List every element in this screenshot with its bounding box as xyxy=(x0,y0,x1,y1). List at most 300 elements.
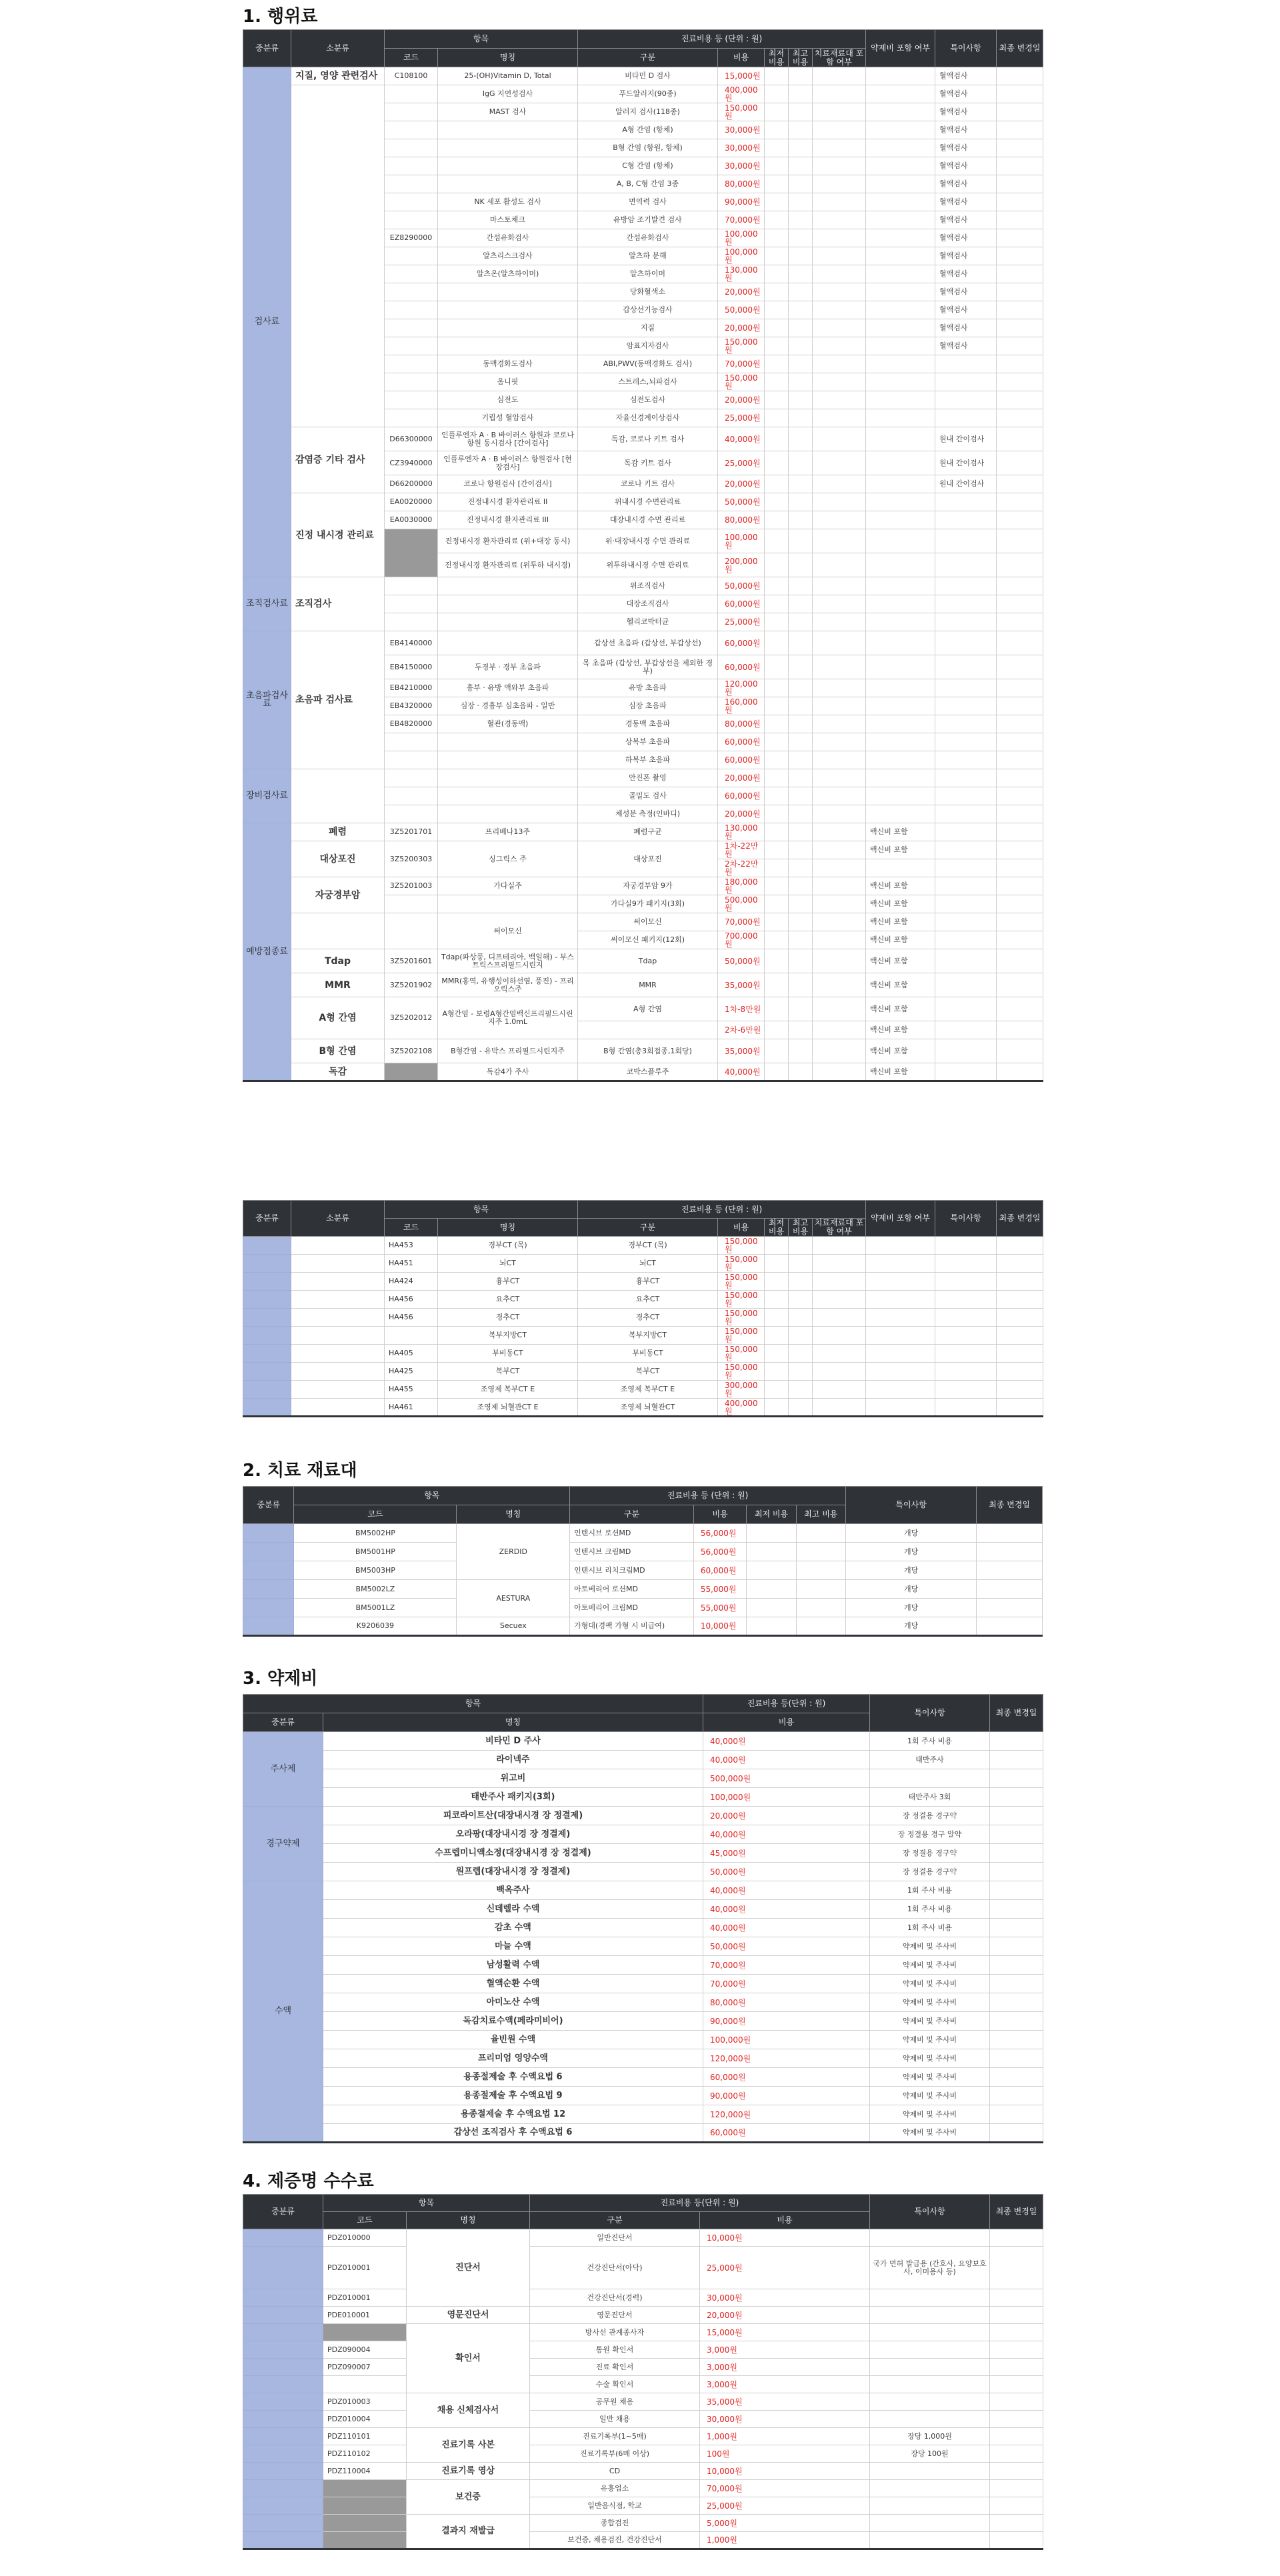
drug-cell xyxy=(866,679,935,697)
price-cell: 40,000원 xyxy=(703,1900,870,1919)
price-cell: 3,000원 xyxy=(700,2376,870,2393)
date-cell xyxy=(997,67,1043,85)
subcategory-cell xyxy=(291,913,385,949)
date-cell xyxy=(990,1732,1043,1751)
category-cell xyxy=(243,2341,323,2359)
date-cell xyxy=(997,193,1043,211)
code-cell: HA456 xyxy=(385,1291,438,1309)
table-row xyxy=(243,2376,1043,2393)
price-cell: 60,000원 xyxy=(718,631,765,655)
table-row xyxy=(243,1580,1043,1599)
div-cell: 아토베리어 크림MD xyxy=(570,1599,694,1617)
min-cell xyxy=(765,787,789,805)
div-cell: 복부지방CT xyxy=(578,1327,718,1345)
table-row xyxy=(243,1825,1043,1844)
drug-cell xyxy=(866,1291,935,1309)
mat-cell xyxy=(813,1021,866,1039)
drug-cell xyxy=(866,373,935,391)
note-cell: 원내 간이검사 xyxy=(935,475,997,493)
max-cell xyxy=(789,1063,813,1081)
max-cell xyxy=(789,319,813,337)
mat-cell xyxy=(813,997,866,1021)
div-cell: 일반음식점, 학교 xyxy=(530,2497,700,2515)
date-cell xyxy=(977,1599,1043,1617)
date-cell xyxy=(997,139,1043,157)
code-cell xyxy=(385,1063,438,1081)
div-cell: 헬리코박터균 xyxy=(578,613,718,631)
max-cell xyxy=(789,823,813,841)
note-cell xyxy=(870,2411,990,2428)
max-cell xyxy=(789,193,813,211)
price-cell: 55,000원 xyxy=(693,1580,747,1599)
min-cell xyxy=(747,1599,796,1617)
mat-cell xyxy=(813,493,866,511)
price-cell: 10,000원 xyxy=(700,2229,870,2247)
note-cell xyxy=(935,1363,997,1381)
drug-name-cell: 위고비 xyxy=(323,1769,703,1788)
div-cell: 인텐시브 로션MD xyxy=(570,1524,694,1543)
code-cell xyxy=(385,265,438,283)
date-cell xyxy=(997,613,1043,631)
max-cell xyxy=(789,157,813,175)
note-cell xyxy=(935,1381,997,1399)
drug-cell: 백신비 포함 xyxy=(866,973,935,997)
name-cell: 동맥경화도검사 xyxy=(438,355,578,373)
div-cell: 부비동CT xyxy=(578,1345,718,1363)
min-cell xyxy=(765,655,789,679)
note-cell xyxy=(935,1237,997,1255)
price-cell: 120,000원 xyxy=(718,679,765,697)
div-cell: 암표지자검사 xyxy=(578,337,718,355)
mat-cell xyxy=(813,337,866,355)
name-cell: 가다실주 xyxy=(438,877,578,895)
note-cell xyxy=(870,2376,990,2393)
div-cell: 간섬유화검사 xyxy=(578,229,718,247)
min-cell xyxy=(765,1063,789,1081)
date-cell xyxy=(997,973,1043,997)
drug-name-cell: 갑상선 조직검사 후 수액요법 6 xyxy=(323,2124,703,2143)
code-cell: 3Z5201701 xyxy=(385,823,438,841)
drug-cell xyxy=(866,427,935,451)
code-cell xyxy=(385,529,438,577)
date-cell xyxy=(990,1881,1043,1900)
note-cell: 개당 xyxy=(845,1617,976,1636)
price-cell: 100,000원 xyxy=(718,247,765,265)
code-cell xyxy=(385,121,438,139)
note-cell: 혈액검사 xyxy=(935,229,997,247)
note-cell xyxy=(935,1255,997,1273)
table-row xyxy=(243,769,1043,787)
code-cell xyxy=(385,577,438,595)
drug-cell xyxy=(866,475,935,493)
price-cell: 25,000원 xyxy=(718,451,765,475)
category-cell xyxy=(243,2463,323,2480)
div-cell: CD xyxy=(530,2463,700,2480)
table-row xyxy=(243,913,1043,931)
mat-cell xyxy=(813,1309,866,1327)
note-cell: 혈액검사 xyxy=(935,283,997,301)
price-cell: 10,000원 xyxy=(700,2463,870,2480)
header-min: 최저 비용 xyxy=(747,1505,796,1524)
note-cell: 약제비 및 주사비 xyxy=(870,1993,990,2012)
category-cell xyxy=(243,2359,323,2376)
header-date: 최종 변경일 xyxy=(990,2195,1043,2229)
name-cell xyxy=(438,337,578,355)
table-row xyxy=(243,2515,1043,2532)
max-cell xyxy=(789,553,813,577)
header-price: 비용 xyxy=(718,1219,765,1237)
note-cell xyxy=(935,655,997,679)
min-cell xyxy=(765,715,789,733)
table-row xyxy=(243,1399,1043,1417)
code-cell: HA453 xyxy=(385,1237,438,1255)
code-cell: PDZ090007 xyxy=(323,2359,407,2376)
brand-cell: AESTURA xyxy=(457,1580,570,1617)
note-cell: 장 정결용 경구 알약 xyxy=(870,1825,990,1844)
subcategory-cell xyxy=(291,769,385,823)
div-cell: 위내시경 수면관리료 xyxy=(578,493,718,511)
category-cell xyxy=(243,1561,294,1580)
brand-cell: ZERDID xyxy=(457,1524,570,1580)
name-cell: 심장 · 경흉부 심초음파 - 일반 xyxy=(438,697,578,715)
min-cell xyxy=(765,931,789,949)
date-cell xyxy=(990,1937,1043,1956)
date-cell xyxy=(997,121,1043,139)
max-cell xyxy=(789,67,813,85)
table-row xyxy=(243,1732,1043,1751)
note-cell xyxy=(935,631,997,655)
mat-cell xyxy=(813,1063,866,1081)
price-cell: 40,000원 xyxy=(718,427,765,451)
date-cell xyxy=(997,553,1043,577)
note-cell xyxy=(935,1327,997,1345)
date-cell xyxy=(990,2463,1043,2480)
header-item: 항목 xyxy=(323,2195,530,2212)
mat-cell xyxy=(813,391,866,409)
date-cell xyxy=(997,247,1043,265)
code-cell: BM5002HP xyxy=(294,1524,457,1543)
mat-cell xyxy=(813,121,866,139)
price-cell: 40,000원 xyxy=(718,1063,765,1081)
code-cell xyxy=(385,895,438,913)
note-cell: 약제비 및 주사비 xyxy=(870,2012,990,2031)
max-cell xyxy=(789,139,813,157)
date-cell xyxy=(997,355,1043,373)
fee-table xyxy=(243,29,1043,1082)
subcategory-cell: MMR xyxy=(291,973,385,997)
name-cell: 마스토체크 xyxy=(438,211,578,229)
code-cell xyxy=(385,805,438,823)
drug-cell xyxy=(866,391,935,409)
date-cell xyxy=(977,1561,1043,1580)
max-cell xyxy=(789,355,813,373)
div-cell: 스트레스,뇌파검사 xyxy=(578,373,718,391)
date-cell xyxy=(997,229,1043,247)
min-cell xyxy=(765,301,789,319)
drug-name-cell: 용종절제술 후 수액요법 6 xyxy=(323,2068,703,2087)
category-cell: 주사제 xyxy=(243,1732,323,1807)
table-row xyxy=(243,997,1043,1021)
code-cell xyxy=(385,337,438,355)
code-cell xyxy=(385,391,438,409)
table-row xyxy=(243,2463,1043,2480)
code-cell: EB4140000 xyxy=(385,631,438,655)
code-cell xyxy=(385,787,438,805)
name-cell xyxy=(438,787,578,805)
table-row xyxy=(243,2247,1043,2289)
code-cell xyxy=(323,2480,407,2497)
min-cell xyxy=(765,1327,789,1345)
date-cell xyxy=(997,1363,1043,1381)
drug-cell xyxy=(866,211,935,229)
price-cell: 60,000원 xyxy=(718,787,765,805)
table-row xyxy=(243,2031,1043,2049)
name-cell: 진정내시경 환자관리료 (위+대장 동시) xyxy=(438,529,578,553)
name-cell xyxy=(438,769,578,787)
header-cost: 진료비용 등 (단위 : 원) xyxy=(578,1201,866,1219)
code-cell xyxy=(385,769,438,787)
date-cell xyxy=(997,877,1043,895)
name-cell xyxy=(438,301,578,319)
min-cell xyxy=(765,823,789,841)
table-row xyxy=(243,1327,1043,1345)
mat-cell xyxy=(813,679,866,697)
date-cell xyxy=(997,301,1043,319)
name-cell xyxy=(438,283,578,301)
mat-cell xyxy=(813,877,866,895)
max-cell xyxy=(789,103,813,121)
header-code: 코드 xyxy=(385,1219,438,1237)
price-cell: 60,000원 xyxy=(718,655,765,679)
max-cell xyxy=(789,733,813,751)
subcategory-cell: 초음파 검사료 xyxy=(291,631,385,769)
div-cell: 요추CT xyxy=(578,1291,718,1309)
max-cell xyxy=(789,1309,813,1327)
category-cell xyxy=(243,1273,291,1291)
div-cell: 조영제 복부CT E xyxy=(578,1381,718,1399)
price-cell: 30,000원 xyxy=(718,121,765,139)
note-cell: 혈액검사 xyxy=(935,337,997,355)
price-cell: 150,000원 xyxy=(718,1273,765,1291)
header-max: 최고비용 xyxy=(789,1219,813,1237)
max-cell xyxy=(796,1617,845,1636)
max-cell xyxy=(789,1327,813,1345)
name-cell: 조영제 뇌혈관CT E xyxy=(438,1399,578,1417)
name-cell: Tdap(파상풍, 디프테리아, 백일해) - 부스트릭스프리필드시린지 xyxy=(438,949,578,973)
date-cell xyxy=(997,1063,1043,1081)
note-cell xyxy=(935,895,997,913)
name-cell: 혈관(경동맥) xyxy=(438,715,578,733)
date-cell xyxy=(997,859,1043,877)
date-cell xyxy=(990,2124,1043,2143)
div-cell: 당화혈색소 xyxy=(578,283,718,301)
category-cell xyxy=(243,1327,291,1345)
date-cell xyxy=(997,595,1043,613)
date-cell xyxy=(990,1751,1043,1769)
div-cell: 일반진단서 xyxy=(530,2229,700,2247)
date-cell xyxy=(990,1769,1043,1788)
min-cell xyxy=(765,175,789,193)
table-row xyxy=(243,1255,1043,1273)
code-cell xyxy=(385,355,438,373)
price-cell: 180,000원 xyxy=(718,877,765,895)
table-row xyxy=(243,1273,1043,1291)
note-cell: 혈액검사 xyxy=(935,301,997,319)
name-cell: MMR(홍역, 유행성이하선염, 풍진) - 프리오릭스주 xyxy=(438,973,578,997)
div-cell: 가다실9가 패키지(3회) xyxy=(578,895,718,913)
date-cell xyxy=(997,697,1043,715)
code-cell: HA456 xyxy=(385,1309,438,1327)
date-cell xyxy=(990,2393,1043,2411)
div-cell: 대장내시경 수면 관리료 xyxy=(578,511,718,529)
price-cell: 50,000원 xyxy=(718,301,765,319)
price-cell: 45,000원 xyxy=(703,1844,870,1863)
mat-cell xyxy=(813,1039,866,1063)
price-cell: 60,000원 xyxy=(718,733,765,751)
code-cell xyxy=(385,613,438,631)
note-cell: 혈액검사 xyxy=(935,211,997,229)
mat-cell xyxy=(813,1255,866,1273)
mat-cell xyxy=(813,85,866,103)
table-row xyxy=(243,1039,1043,1063)
max-cell xyxy=(789,1363,813,1381)
drug-cell xyxy=(866,121,935,139)
price-cell: 700,000원 xyxy=(718,931,765,949)
header-date: 최종 변경일 xyxy=(997,1201,1043,1237)
note-cell xyxy=(935,373,997,391)
date-cell xyxy=(997,175,1043,193)
date-cell xyxy=(990,2428,1043,2445)
header-note: 특이사항 xyxy=(935,1201,997,1237)
note-cell: 혈액검사 xyxy=(935,157,997,175)
div-cell: 갑상선 초음파 (갑상선, 부갑상선) xyxy=(578,631,718,655)
mat-cell xyxy=(813,475,866,493)
note-cell xyxy=(935,931,997,949)
mat-cell xyxy=(813,613,866,631)
table-row xyxy=(243,1345,1043,1363)
note-cell xyxy=(935,859,997,877)
subcategory-cell: B형 간염 xyxy=(291,1039,385,1063)
price-cell: 100,000원 xyxy=(703,2031,870,2049)
drug-cell xyxy=(866,529,935,553)
max-cell xyxy=(789,655,813,679)
price-cell: 120,000원 xyxy=(703,2049,870,2068)
price-cell: 70,000원 xyxy=(703,1956,870,1975)
note-cell: 약제비 및 주사비 xyxy=(870,2087,990,2105)
min-cell xyxy=(765,529,789,553)
min-cell xyxy=(765,697,789,715)
date-cell xyxy=(997,85,1043,103)
code-cell: BM5003HP xyxy=(294,1561,457,1580)
drug-cell xyxy=(866,655,935,679)
div-cell: 보건증, 채용검진, 건강진단서 xyxy=(530,2532,700,2549)
div-cell: 경부CT (목) xyxy=(578,1237,718,1255)
note-cell xyxy=(935,391,997,409)
code-cell: EB4210000 xyxy=(385,679,438,697)
price-cell: 150,000원 xyxy=(718,1291,765,1309)
drug-cell xyxy=(866,193,935,211)
date-cell xyxy=(997,733,1043,751)
name-cell: 코로나 항원검사 [간이검사] xyxy=(438,475,578,493)
date-cell xyxy=(997,1255,1043,1273)
div-cell: 목 초음파 (갑상선, 부갑상선을 제외한 경부) xyxy=(578,655,718,679)
div-cell: 통원 확인서 xyxy=(530,2341,700,2359)
div-cell: 가형대(경팩 가형 시 비급여) xyxy=(570,1617,694,1636)
header-name: 명칭 xyxy=(457,1505,570,1524)
note-cell xyxy=(870,2393,990,2411)
note-cell: 태반주사 xyxy=(870,1751,990,1769)
mat-cell xyxy=(813,733,866,751)
table-row xyxy=(243,1863,1043,1881)
min-cell xyxy=(765,67,789,85)
note-cell: 혈액검사 xyxy=(935,121,997,139)
date-cell xyxy=(997,427,1043,451)
div-cell: ABI,PWV(동맥경화도 검사) xyxy=(578,355,718,373)
price-cell: 1,000원 xyxy=(700,2532,870,2549)
mat-cell xyxy=(813,553,866,577)
drug-cell: 백신비 포함 xyxy=(866,913,935,931)
note-cell xyxy=(870,2229,990,2247)
note-cell xyxy=(935,841,997,859)
note-cell: 혈액검사 xyxy=(935,139,997,157)
div-cell: 골밀도 검사 xyxy=(578,787,718,805)
div-cell: 알츠하 분해 xyxy=(578,247,718,265)
name-cell xyxy=(438,577,578,595)
div-cell: 위·대장내시경 수면 관리료 xyxy=(578,529,718,553)
drug-name-cell: 프리미엄 영양수액 xyxy=(323,2049,703,2068)
price-cell: 30,000원 xyxy=(700,2411,870,2428)
header-price: 비용 xyxy=(693,1505,747,1524)
category-cell xyxy=(243,2247,323,2289)
note-cell xyxy=(935,553,997,577)
section-title-drugs: 3. 약제비 xyxy=(243,1669,318,1689)
note-cell xyxy=(935,1309,997,1327)
table-row xyxy=(243,2393,1043,2411)
price-cell: 56,000원 xyxy=(693,1543,747,1561)
price-cell: 150,000원 xyxy=(718,337,765,355)
drug-cell xyxy=(866,1273,935,1291)
div-cell: 아토베리어 로션MD xyxy=(570,1580,694,1599)
table-row xyxy=(243,2480,1043,2497)
drug-cell: 백신비 포함 xyxy=(866,1063,935,1081)
price-cell: 60,000원 xyxy=(703,2068,870,2087)
header-group: 중분류 xyxy=(243,1201,291,1237)
note-cell: 약제비 및 주사비 xyxy=(870,1937,990,1956)
mat-cell xyxy=(813,139,866,157)
note-cell xyxy=(935,913,997,931)
category-cell xyxy=(243,1237,291,1255)
max-cell xyxy=(789,1237,813,1255)
name-cell: 경부CT (목) xyxy=(438,1237,578,1255)
cert-name-cell: 채용 신체검사서 xyxy=(407,2393,530,2428)
category-cell xyxy=(243,2411,323,2428)
date-cell xyxy=(997,1237,1043,1255)
max-cell xyxy=(789,1255,813,1273)
price-cell: 150,000원 xyxy=(718,103,765,121)
date-cell xyxy=(997,319,1043,337)
price-cell: 3,000원 xyxy=(700,2341,870,2359)
mat-cell xyxy=(813,103,866,121)
note-cell xyxy=(870,2532,990,2549)
max-cell xyxy=(789,613,813,631)
note-cell xyxy=(935,577,997,595)
code-cell xyxy=(385,733,438,751)
note-cell xyxy=(870,2515,990,2532)
max-cell xyxy=(789,211,813,229)
category-cell xyxy=(243,2480,323,2497)
header-price: 비용 xyxy=(703,1713,870,1732)
min-cell xyxy=(765,841,789,859)
